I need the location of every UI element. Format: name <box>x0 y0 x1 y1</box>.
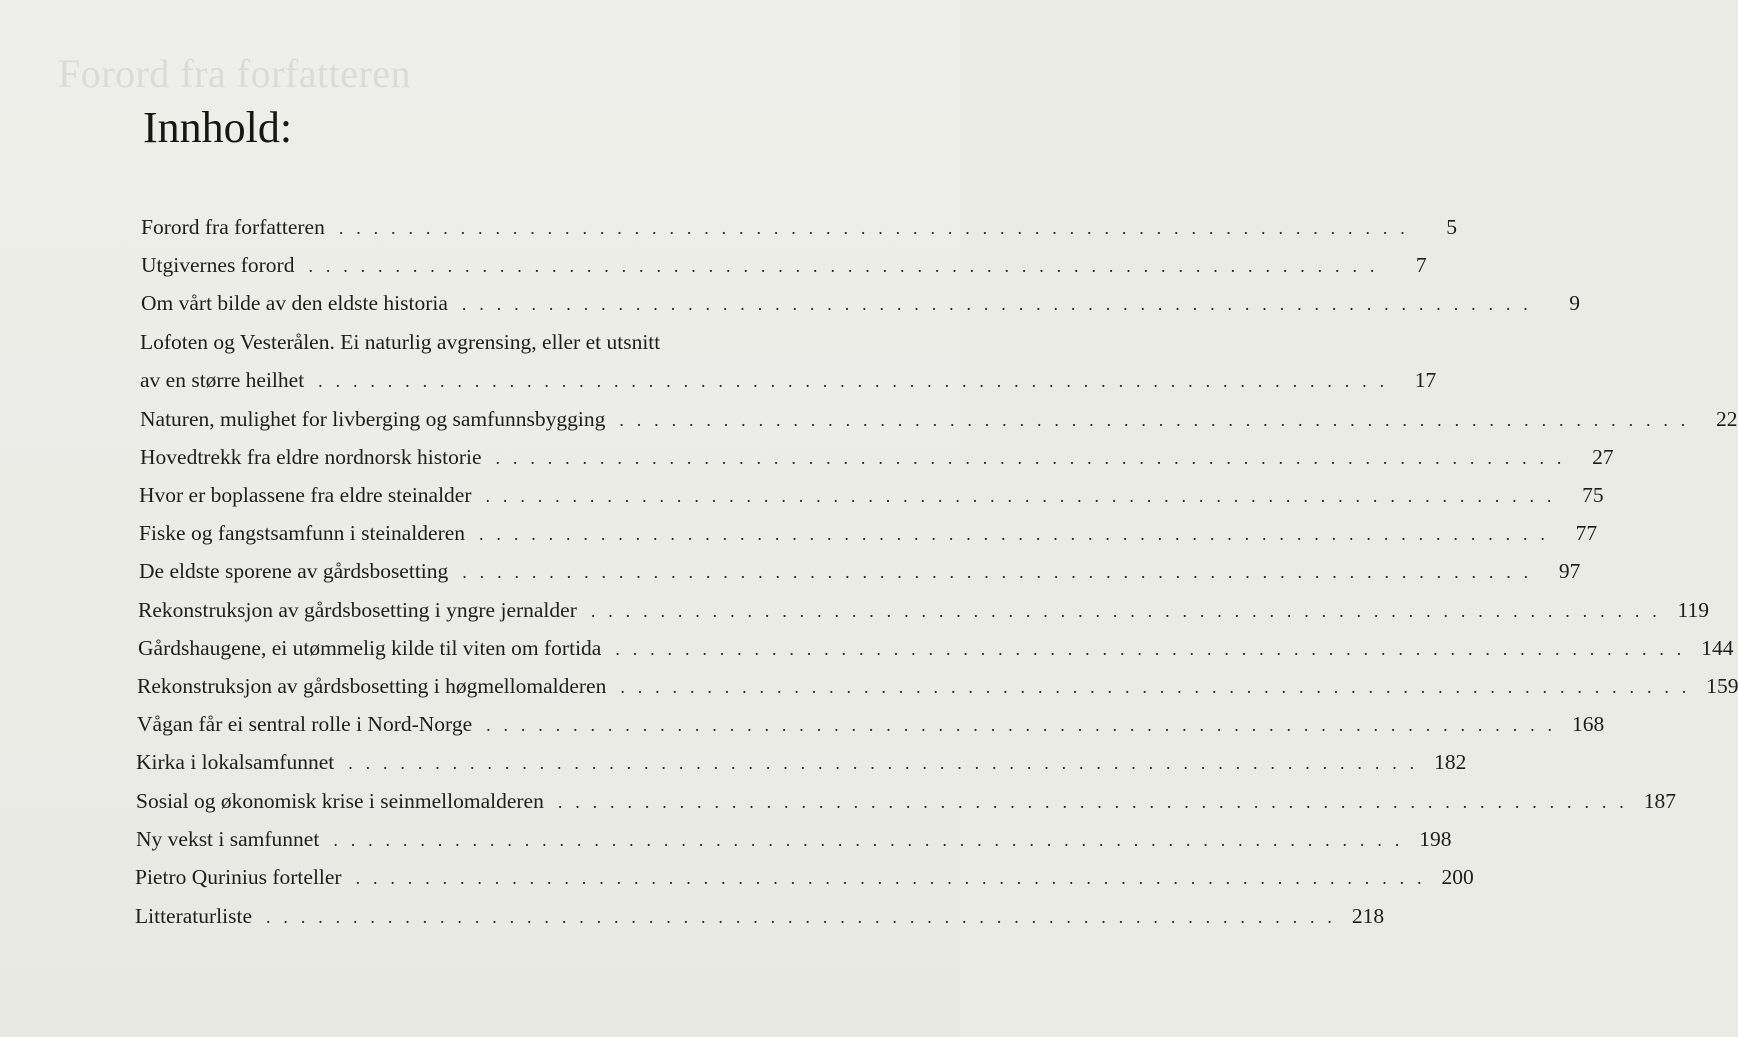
toc-entry <box>140 366 1437 394</box>
toc-leader-dots: . . . . . . . . . . . . . . . . . . . . . . . . . . . . . . . . . . . . . . . . . . . . . . . . . . . . . . . . . . . . . . <box>557 792 1628 812</box>
toc-entry-title: Naturen, mulighet for livberging og samfunnsbygging <box>140 407 606 431</box>
toc-entry <box>139 481 1604 509</box>
toc-entry <box>140 443 1614 471</box>
bleed-through-heading: Forord fra forfatteren <box>58 51 412 96</box>
toc-leader-dots: . . . . . . . . . . . . . . . . . . . . . . . . . . . . . . . . . . . . . . . . . . . . . . . . . . . . . . . . . . . . . . <box>318 371 1389 391</box>
toc-entry-title: Pietro Qurinius forteller <box>135 865 342 889</box>
toc-entry-page: 27 <box>1592 445 1614 469</box>
toc-entry-page: 168 <box>1571 712 1605 736</box>
toc-entry-title: Sosial og økonomisk krise i seinmellomalderen <box>136 789 544 813</box>
toc-leader-dots: . . . . . . . . . . . . . . . . . . . . . . . . . . . . . . . . . . . . . . . . . . . . . . . . . . . . . . . . . . . . . . <box>495 448 1566 468</box>
toc-entry-page: 198 <box>1419 827 1452 851</box>
toc-leader-dots: . . . . . . . . . . . . . . . . . . . . . . . . . . . . . . . . . . . . . . . . . . . . . . . . . . . . . . . . . . . . . . <box>308 256 1379 276</box>
toc-entry-title: Utgivernes forord <box>141 253 295 277</box>
toc-leader-dots: . . . . . . . . . . . . . . . . . . . . . . . . . . . . . . . . . . . . . . . . . . . . . . . . . . . . . . . . . . . . . . <box>485 486 1556 506</box>
toc-entry-title: Vågan får ei sentral rolle i Nord-Norge <box>137 712 473 736</box>
toc-leader-dots: . . . . . . . . . . . . . . . . . . . . . . . . . . . . . . . . . . . . . . . . . . . . . . . . . . . . . . . . . . . . . . <box>486 715 1557 735</box>
toc-leader-dots: . . . . . . . . . . . . . . . . . . . . . . . . . . . . . . . . . . . . . . . . . . . . . . . . . . . . . . . . . . . . . . <box>462 562 1533 582</box>
toc-entry-page: 5 <box>1446 215 1457 239</box>
toc-leader-dots: . . . . . . . . . . . . . . . . . . . . . . . . . . . . . . . . . . . . . . . . . . . . . . . . . . . . . . . . . . . . . . <box>355 868 1426 888</box>
toc-entry <box>135 902 1385 930</box>
toc-entry <box>138 634 1734 662</box>
toc-entry-title: Fiske og fangstsamfunn i steinalderen <box>139 521 466 545</box>
toc-entry-title: Gårdshaugene, ei utømmelig kilde til viten om fortida <box>138 636 602 660</box>
toc-leader-dots: . . . . . . . . . . . . . . . . . . . . . . . . . . . . . . . . . . . . . . . . . . . . . . . . . . . . . . . . . . . . . . <box>333 830 1404 850</box>
toc-entry <box>140 405 1738 433</box>
toc-entry <box>141 289 1580 317</box>
toc-entry-title: Forord fra forfatteren <box>141 215 325 239</box>
toc-entry-title: Om vårt bilde av den eldste historia <box>141 291 448 315</box>
toc-entry-page: 97 <box>1558 559 1581 583</box>
toc-entry <box>139 519 1598 547</box>
toc-entry-page: 119 <box>1677 598 1709 622</box>
toc-leader-dots: . . . . . . . . . . . . . . . . . . . . . . . . . . . . . . . . . . . . . . . . . . . . . . . . . . . . . . . . . . . . . . <box>348 753 1419 773</box>
toc-entry <box>141 213 1457 241</box>
toc-entry-page: 182 <box>1434 750 1467 774</box>
toc-entry-title: Hovedtrekk fra eldre nordnorsk historie <box>140 445 482 469</box>
toc-entry-title: Hvor er boplassene fra eldre steinalder <box>139 483 472 507</box>
toc-leader-dots: . . . . . . . . . . . . . . . . . . . . . . . . . . . . . . . . . . . . . . . . . . . . . . . . . . . . . . . . . . . . . . <box>338 218 1409 238</box>
toc-entry-title: av en større heilhet <box>140 368 305 392</box>
toc-entry <box>135 863 1474 891</box>
toc-entry-page: 22 <box>1715 407 1738 431</box>
toc-entry <box>141 251 1427 279</box>
toc-leader-dots: . . . . . . . . . . . . . . . . . . . . . . . . . . . . . . . . . . . . . . . . . . . . . . . . . . . . . . . . . . . . . . <box>620 677 1691 697</box>
toc-leader-dots: . . . . . . . . . . . . . . . . . . . . . . . . . . . . . . . . . . . . . . . . . . . . . . . . . . . . . . . . . . . . . . <box>479 524 1550 544</box>
toc-entry-page: 200 <box>1441 865 1474 889</box>
toc-entry <box>136 825 1452 853</box>
toc-entry-page: 218 <box>1351 904 1385 928</box>
toc-entry-page: 144 <box>1701 636 1734 660</box>
toc-entry-page: 75 <box>1582 483 1604 507</box>
toc-entry <box>137 710 1605 738</box>
toc-entry <box>139 557 1581 585</box>
toc-entry-page: 7 <box>1415 253 1427 277</box>
toc-entry-line1 <box>140 328 875 356</box>
toc-entry-title: Ny vekst i samfunnet <box>136 827 320 851</box>
toc-entry-page: 9 <box>1569 291 1580 315</box>
toc-entry <box>136 787 1676 815</box>
toc-entry-title: Rekonstruksjon av gårdsbosetting i yngre jernalder <box>138 598 577 622</box>
toc-leader-dots: . . . . . . . . . . . . . . . . . . . . . . . . . . . . . . . . . . . . . . . . . . . . . . . . . . . . . . . . . . . . . . <box>615 639 1686 659</box>
toc-entry-title: Litteraturliste <box>135 904 253 928</box>
toc-leader-dots: . . . . . . . . . . . . . . . . . . . . . . . . . . . . . . . . . . . . . . . . . . . . . . . . . . . . . . . . . . . . . . <box>461 294 1532 314</box>
toc-entry-page: 17 <box>1414 368 1437 392</box>
toc-entry-title: Rekonstruksjon av gårdsbosetting i høgmellomalderen <box>137 674 607 698</box>
toc-leader-dots: . . . . . . . . . . . . . . . . . . . . . . . . . . . . . . . . . . . . . . . . . . . . . . . . . . . . . . . . . . . . . . <box>590 601 1661 621</box>
toc-entry-page: 77 <box>1575 521 1598 545</box>
toc-entry <box>136 748 1467 776</box>
toc-entry-page: 159 <box>1706 674 1738 698</box>
page-title: Innhold: <box>143 103 293 152</box>
toc-entry <box>138 596 1709 624</box>
toc-leader-dots: . . . . . . . . . . . . . . . . . . . . . . . . . . . . . . . . . . . . . . . . . . . . . . . . . . . . . . . . . . . . . . <box>266 907 1337 927</box>
toc-leader-dots: . . . . . . . . . . . . . . . . . . . . . . . . . . . . . . . . . . . . . . . . . . . . . . . . . . . . . . . . . . . . . . <box>619 410 1690 430</box>
toc-entry-title-line1: Lofoten og Vesterålen. Ei naturlig avgrensing, eller et utsnitt <box>140 330 661 354</box>
toc-entry-page: 187 <box>1643 789 1676 813</box>
toc-entry-title: De eldste sporene av gårdsbosetting <box>139 559 449 583</box>
toc-entry-title: Kirka i lokalsamfunnet <box>136 750 335 774</box>
toc-entry <box>137 672 1738 700</box>
